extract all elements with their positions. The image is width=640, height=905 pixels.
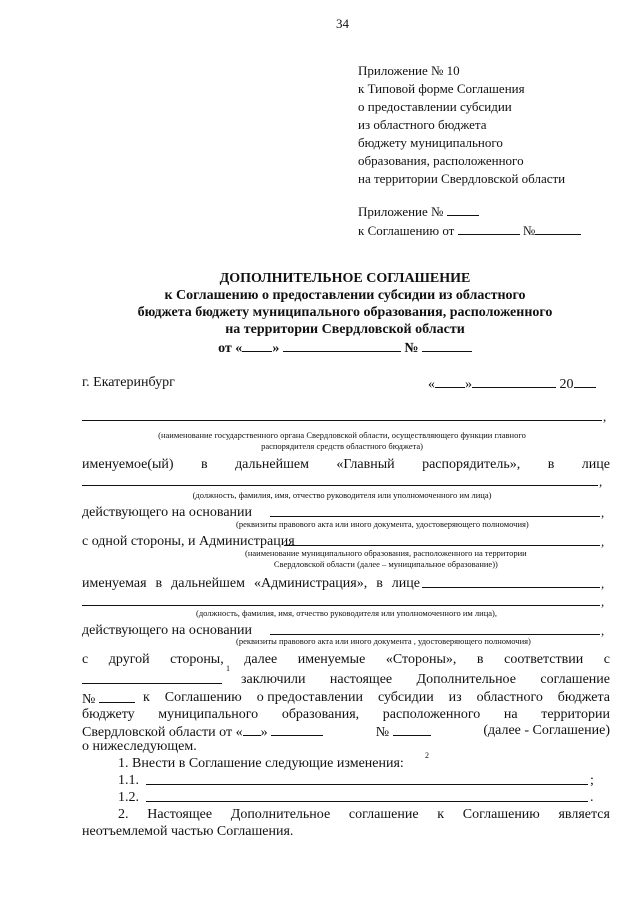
- comma: ,: [601, 534, 605, 549]
- one-side-line: с одной стороны, и Администрация: [82, 534, 295, 549]
- agreement-line: к Соглашению о предоставлении субсидии из областного бюджета: [143, 690, 610, 705]
- caption-organ: (наименование государственного органа Свердловской области, осуществляющего функции главного распорядителя средств областного бюджета): [158, 430, 526, 451]
- city: г. Екатеринбург: [82, 375, 175, 390]
- other-side-line: с другой стороны, далее именуемые «Стороны», в соответствии с: [82, 652, 610, 667]
- item-1-1: 1.1.: [118, 773, 139, 788]
- concluded-line: заключили настоящее Дополнительное соглашение: [241, 672, 610, 687]
- municipal-line: бюджету муниципального образования, расположенного на территории: [82, 707, 610, 722]
- document-heading: [80, 270, 610, 357]
- official-field[interactable]: [82, 485, 598, 486]
- appendix-line: образования, расположенного: [358, 153, 524, 168]
- item-2: 2. Настоящее Дополнительное соглашение к Соглашению является: [118, 807, 610, 822]
- appendix-line: о предоставлении субсидии: [358, 99, 512, 114]
- caption-requisites2: (реквизиты правового акта или иного документа , удостоверяющего полномочия): [236, 636, 531, 646]
- following-line: о нижеследующем.: [82, 739, 197, 754]
- heading-line1: к Соглашению о предоставлении субсидии из областного: [164, 288, 526, 303]
- contract-date: « » 20: [428, 374, 596, 393]
- caption-official1: (должность, фамилия, имя, отчество руководителя или уполномоченного им лица): [192, 490, 492, 500]
- item-1: 1. Внести в Соглашение следующие изменения:: [118, 756, 404, 771]
- adm-official-field[interactable]: [422, 587, 600, 588]
- comma: ,: [601, 576, 605, 591]
- appendix-line: к Типовой форме Соглашения: [358, 81, 525, 96]
- comma: ,: [601, 594, 605, 609]
- caption-requisites1: (реквизиты правового акта или иного документа, удостоверяющего полномочия): [236, 519, 529, 529]
- page-number: 34: [336, 16, 349, 31]
- sub-appendix-line: к Соглашению от: [358, 223, 455, 238]
- item-1-1-end: ;: [590, 773, 594, 788]
- agreement-no: №: [82, 689, 135, 708]
- appendix-block: [358, 62, 565, 188]
- basis-field-1[interactable]: [270, 516, 600, 517]
- footnote-2: 2: [425, 751, 429, 760]
- basis-field-2[interactable]: [270, 634, 600, 635]
- heading-title: ДОПОЛНИТЕЛЬНОЕ СОГЛАШЕНИЕ: [219, 271, 471, 286]
- heading-line2: бюджета бюджету муниципального образования, расположенного: [137, 305, 553, 320]
- appendix-line: бюджету муниципального: [358, 135, 503, 150]
- adm-official-field-2[interactable]: [82, 605, 600, 606]
- comma: ,: [599, 474, 603, 489]
- appendix-line: на территории Свердловской области: [358, 171, 566, 186]
- organ-field[interactable]: [82, 420, 602, 421]
- sub-appendix-no: №: [522, 223, 536, 238]
- adm-line: именуемая в дальнейшем «Администрация», в лице: [82, 576, 420, 591]
- basis-law-field[interactable]: [82, 683, 222, 684]
- appendix-title: Приложение № 10: [358, 63, 460, 78]
- sub-appendix-title: Приложение №: [358, 204, 444, 219]
- footnote-1: 1: [226, 664, 230, 673]
- item-1-2-field[interactable]: [146, 801, 588, 802]
- item-1-1-field[interactable]: [146, 784, 588, 785]
- caption-official2: (должность, фамилия, имя, отчество руководителя или уполномоченного им лица),: [196, 608, 497, 618]
- heading-line3: на территории Свердловской области: [225, 322, 465, 337]
- sverd-line: Свердловской области от « » № (далее - Соглашение): [82, 723, 610, 740]
- comma: ,: [601, 505, 605, 520]
- item-1-2-end: .: [590, 790, 594, 805]
- acting-line-2: действующего на основании: [82, 623, 253, 638]
- named-line: именуемое(ый) в дальнейшем «Главный распорядитель», в лице: [82, 457, 610, 472]
- appendix-line: из областного бюджета: [358, 117, 487, 132]
- municipality-field[interactable]: [284, 545, 600, 546]
- item-1-2: 1.2.: [118, 790, 139, 805]
- comma: ,: [601, 623, 605, 638]
- acting-line-1: действующего на основании: [82, 505, 253, 520]
- caption-municipality: (наименование муниципального образования, расположенного на территории Свердловской области (далее – муниципальное образование)): [245, 548, 527, 569]
- item-2-line2: неотъемлемой частью Соглашения.: [82, 824, 294, 839]
- comma: ,: [603, 409, 607, 424]
- sub-appendix: [358, 202, 581, 240]
- heading-date: от « » №: [80, 338, 610, 357]
